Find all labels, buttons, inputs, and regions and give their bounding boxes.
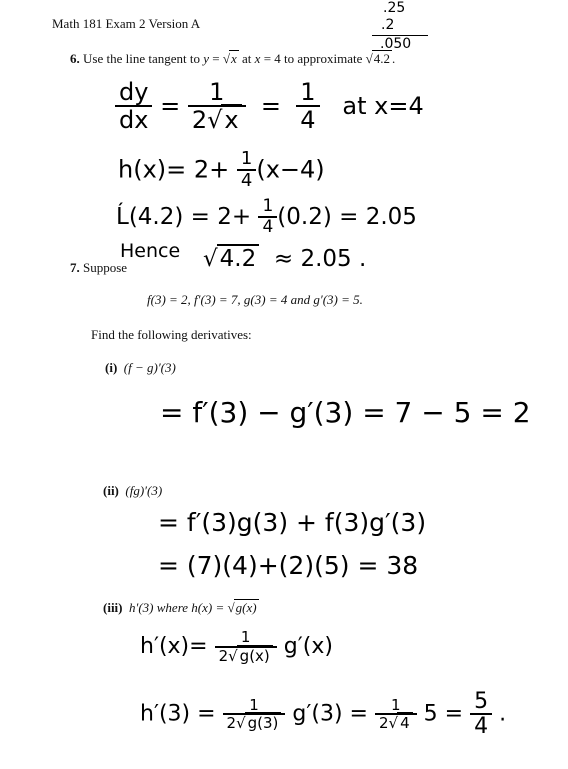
hw6-line2-n: 1 <box>237 150 256 171</box>
hw6-line2-tail: (x−4) <box>256 155 325 184</box>
q6-sqrt-x: √x <box>222 51 237 66</box>
hw6-four: 4 <box>300 106 316 135</box>
hw6-eq: = <box>160 91 181 120</box>
hw6-line3-d: 4 <box>262 216 274 237</box>
hw6-frac-1-2rx <box>188 80 246 134</box>
hw6-sqrt: √x <box>207 107 242 133</box>
hw6-at-x4: at x=4 <box>342 91 424 120</box>
exam-title: Math 181 Exam 2 Version A <box>52 16 201 31</box>
q7-part-i-expr: (f − g)′(3) <box>123 360 176 375</box>
hw6-one: 1 <box>188 80 246 107</box>
hw6-line3-a: Ĺ(4.2) = 2+ <box>116 203 252 230</box>
q6-x: x <box>254 51 261 66</box>
hw7-iii-l2-sqrt: √ g(3) <box>236 715 281 732</box>
q7-part-iii-expr: h′(3) where h(x) = <box>129 600 228 615</box>
hw6-hence-result <box>203 246 366 272</box>
hw7-iii-l2-rad: g(3) <box>245 712 282 732</box>
hw7-iii-l2-end: . <box>499 701 507 727</box>
hw7-iii-l2-n2: 1 <box>375 698 417 716</box>
q6-y: y <box>203 51 209 66</box>
hw6-frac-1-4 <box>296 80 319 134</box>
q6-sqrt-val: √4.2 <box>365 51 390 66</box>
q7-part-ii-label: (ii) <box>103 483 119 498</box>
hw6-dx: dx <box>119 106 149 135</box>
hw6-line3-n: 1 <box>258 198 277 218</box>
q6-radicand-val: 4.2 <box>373 51 390 66</box>
hw7-iii-l2-n: 1 <box>223 698 286 716</box>
hw6-line3 <box>116 198 417 237</box>
q7-part-ii-expr: (fg)′(3) <box>125 483 163 498</box>
question-6-prompt <box>70 51 395 67</box>
margin-calc-line2: .2 <box>381 17 395 33</box>
hw6-hence: Hence <box>120 240 181 262</box>
hw7-iii-l1-frac <box>215 630 277 664</box>
hw6-hence-rad: 4.2 <box>217 244 260 272</box>
hw7-iii-line2 <box>140 690 506 739</box>
hw6-2rx <box>188 107 246 133</box>
q7-part-ii <box>103 483 162 499</box>
question-7-number: 7. <box>70 260 80 275</box>
hw7-ii-line1: = f′(3)g(3) + f(3)g′(3) <box>158 508 427 537</box>
hw6-line2-text: h(x)= 2+ <box>118 155 230 184</box>
q6-at: at <box>238 51 255 66</box>
hw7-iii-l2-a: h′(3) = <box>140 701 216 727</box>
q7-find: Find the following derivatives: <box>91 327 252 342</box>
hw7-iii-l1-sqrt: √ g(x) <box>228 648 273 665</box>
q7-part-i <box>105 360 176 376</box>
hw7-iii-l2-d2: 2 <box>226 714 237 733</box>
hw7-iii-l1-rad: g(x) <box>237 645 273 665</box>
hw7-iii-l1-d <box>215 648 277 665</box>
question-7-intro <box>70 260 127 276</box>
hw7-iii-l2-frac3 <box>470 690 492 739</box>
hw6-dy: dy <box>115 80 152 107</box>
q7-suppose: Suppose <box>83 260 128 275</box>
hw7-i-answer: = f′(3) − g′(3) = 7 − 5 = 2 <box>160 396 531 429</box>
hw6-line2-frac <box>237 150 256 191</box>
q6-eq: = <box>209 51 223 66</box>
hw6-two: 2 <box>191 106 208 135</box>
q7-part-i-label: (i) <box>105 360 118 375</box>
hw7-iii-l1-n: 1 <box>215 630 277 648</box>
q7-part-iii <box>103 600 259 616</box>
hw6-line2-d: 4 <box>240 169 253 191</box>
hw7-iii-l1-tail: g′(x) <box>283 634 333 660</box>
hw6-eq2: = <box>260 91 281 120</box>
q7-part-iii-label: (iii) <box>103 600 123 615</box>
hw6-one-b: 1 <box>296 80 319 107</box>
hw7-iii-l2-n3: 5 <box>470 690 492 715</box>
hw6-line3-tail: (0.2) = 2.05 <box>277 203 417 230</box>
hw7-iii-l2-frac1 <box>223 695 286 733</box>
hw7-iii-l2-mid: g′(3) = <box>292 701 368 727</box>
hw7-iii-l2-frac2 <box>375 695 417 733</box>
margin-calc-line1: .25 <box>383 0 406 16</box>
hw7-iii-l2-d2-two: 2 <box>378 714 389 733</box>
hw6-hence-tail: ≈ 2.05 . <box>273 246 367 272</box>
hw6-rx: x <box>221 104 241 134</box>
hw6-dydx <box>115 80 152 134</box>
hw7-iii-l2-d2-wrap <box>375 715 417 732</box>
margin-calc-line3: .050 <box>380 36 412 52</box>
hw7-iii-l2-d3: 4 <box>474 714 489 740</box>
q7-part-iii-rad: g(x) <box>235 600 257 615</box>
hw6-line2 <box>118 150 325 191</box>
hw6-line1 <box>115 80 424 134</box>
q7-part-iii-sqrt: √g(x) <box>227 600 257 615</box>
hw7-iii-l1-d2: 2 <box>218 646 229 665</box>
hw7-iii-l1-a: h′(x)= <box>140 634 208 660</box>
q6-eq4: = 4 to approximate <box>260 51 366 66</box>
q6-radicand-x: x <box>230 51 237 66</box>
hw7-iii-l2-sqrt2: √ 4 <box>389 715 413 732</box>
hw7-iii-line1 <box>140 630 333 664</box>
q7-given: f(3) = 2, f′(3) = 7, g(3) = 4 and g′(3) = 5. <box>147 292 363 307</box>
hw6-hence-sqrt: √4.2 <box>203 246 259 272</box>
hw7-iii-l2-d <box>223 715 286 732</box>
q6-text: Use the line tangent to <box>83 51 204 66</box>
question-6-number: 6. <box>70 51 80 66</box>
hw7-ii-line2: = (7)(4)+(2)(5) = 38 <box>158 551 419 580</box>
hw6-line3-frac <box>258 198 277 237</box>
hw7-iii-l2-rad2: 4 <box>397 712 413 732</box>
hw7-iii-l2-five: 5 = <box>423 701 464 727</box>
q6-period: . <box>392 51 396 66</box>
